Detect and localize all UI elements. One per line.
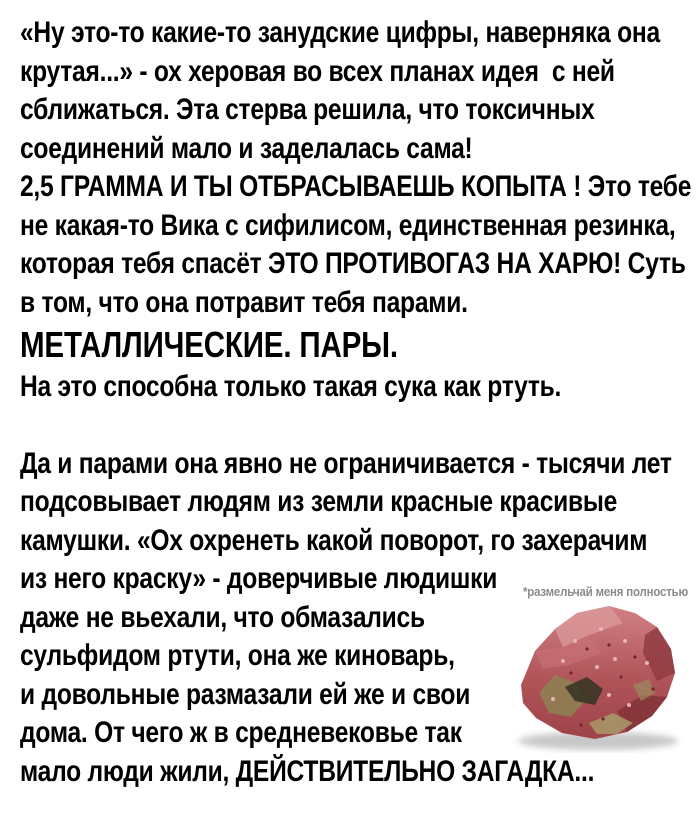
text-line: мало люди жили, ДЕЙСТВИТЕЛЬНО ЗАГАДКА... — [20, 754, 595, 788]
text-line: 2,5 ГРАММА И ТЫ ОТБРАСЫВАЕШЬ КОПЫТА ! Это тебе — [20, 170, 692, 203]
text-line: не какая-то Вика с сифилисом, единственная резинка, — [20, 208, 676, 242]
text-line: дома. От чего ж в средневековье так — [20, 716, 462, 749]
text-line: сульфидом ртути, она же киноварь, — [20, 639, 455, 672]
text-line: даже не вьехали, что обмазались — [20, 600, 425, 634]
paragraph-mercury-rant — [20, 14, 700, 407]
text-line: крутая...» - ох херовая во всех планах идея с ней — [20, 54, 615, 88]
text-line: и довольные размазали ей же и свои — [20, 677, 471, 711]
text-line: «Ну это-то какие-то занудские цифры, наверняка она — [20, 16, 660, 49]
text-line: соединений мало и заделалась сама! — [20, 131, 473, 165]
cinnabar-rock-image — [505, 601, 690, 753]
cinnabar-rock-photo — [505, 601, 690, 753]
text-line: Да и парами она явно не ограничивается - тысячи лет — [20, 446, 672, 480]
rock-caption: *размельчай меня полностью — [523, 584, 689, 599]
text-line: которая тебя спасёт ЭТО ПРОТИВОГАЗ НА ХАРЮ! Суть — [20, 247, 686, 280]
text-line: сближаться. Эта стерва решила, что токсичных — [20, 93, 595, 126]
text-line: из него краску» - доверчивые людишки — [20, 562, 498, 595]
text-line: На это способна только такая сука как ртуть. — [20, 370, 562, 403]
text-line: камушки. «Ох охренеть какой поворот, го захерачим — [20, 523, 648, 557]
text-line: в том, что она потравит тебя парами. — [20, 285, 468, 319]
text-line: подсовывает людям из земли красные красивые — [20, 485, 618, 518]
text-line-emphasis: МЕТАЛЛИЧЕСКИЕ. ПАРЫ. — [20, 324, 398, 365]
